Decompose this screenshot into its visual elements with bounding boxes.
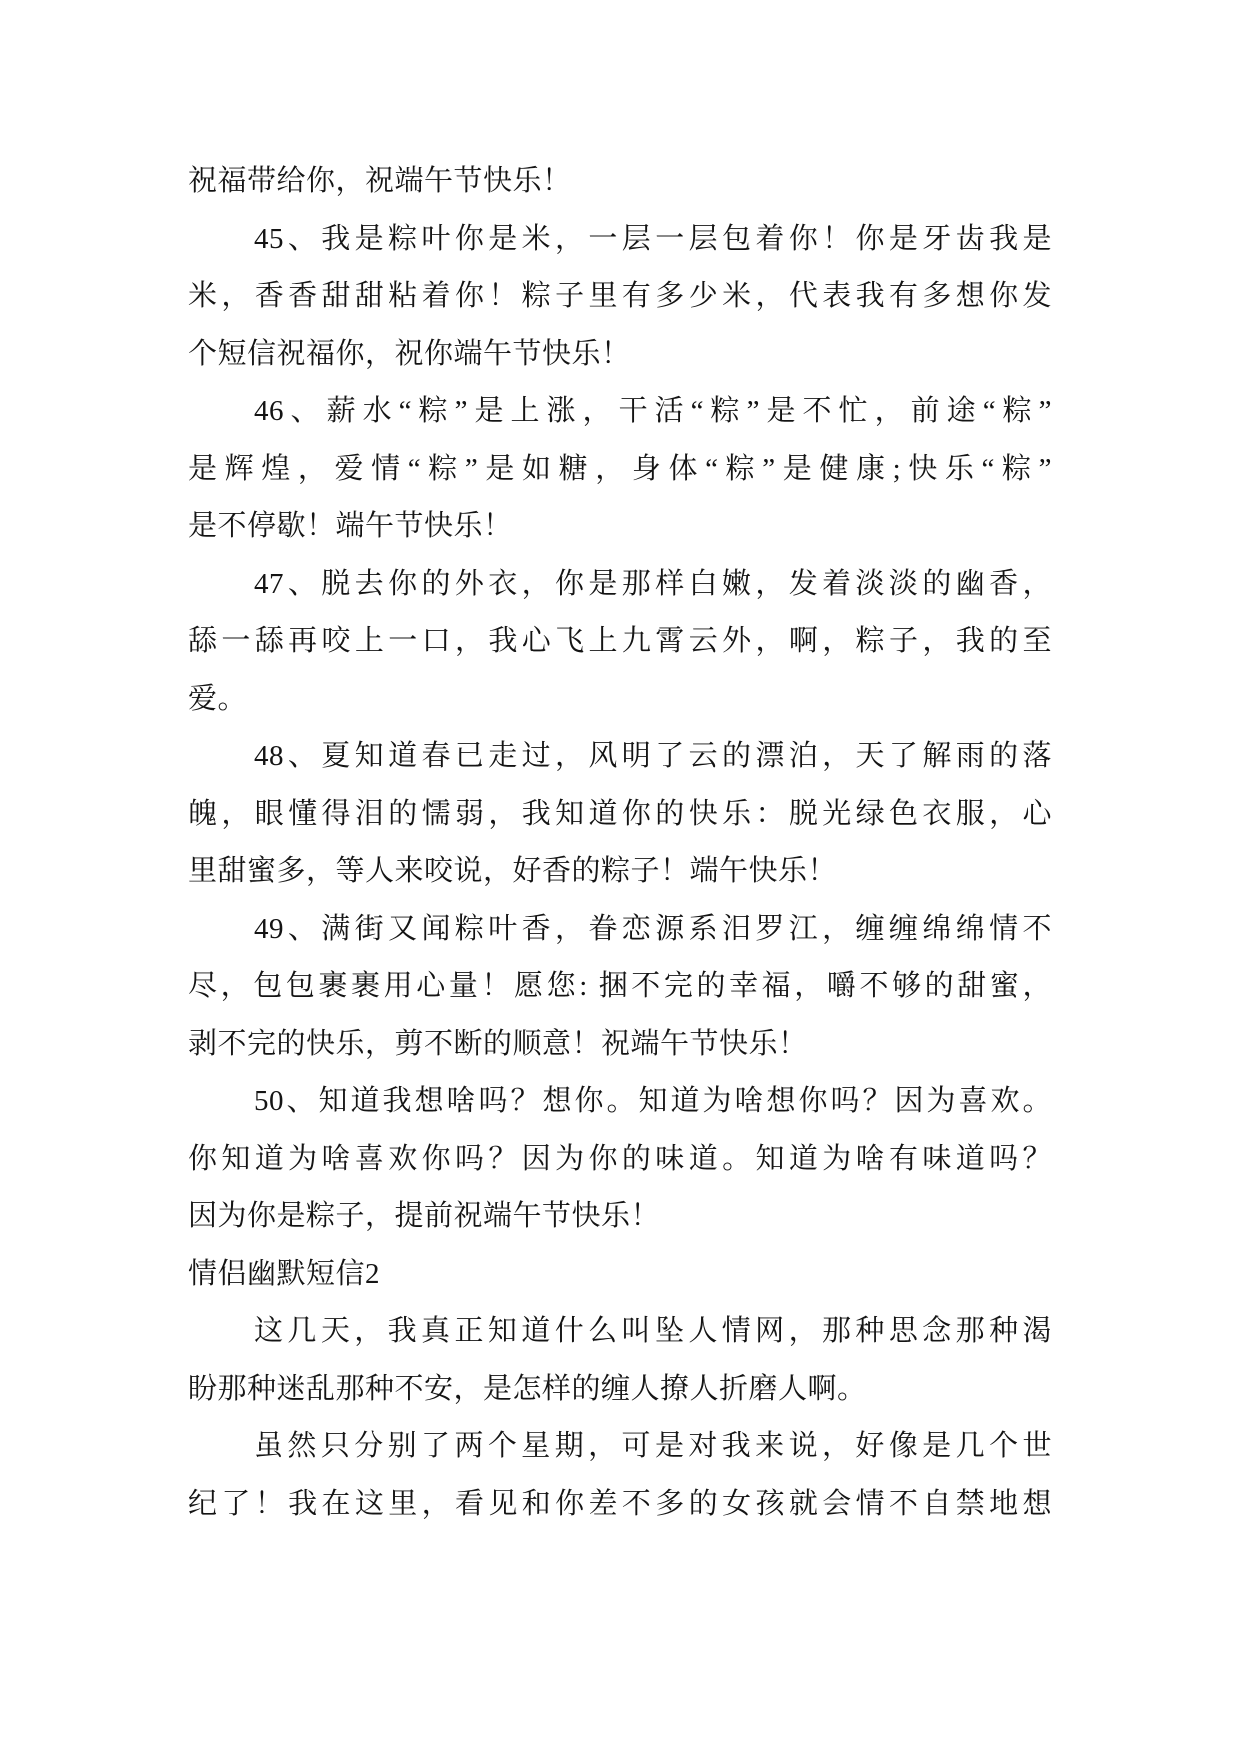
paragraph <box>188 1418 1052 1533</box>
text-line: 个短信祝福你，祝你端午节快乐！ <box>188 337 631 370</box>
text-line: 米，香香甜甜粘着你！粽子里有多少米，代表我有多想你发 <box>188 280 1052 312</box>
paragraph <box>188 1303 1052 1418</box>
text-line: 舔一舔再咬上一口，我心飞上九霄云外，啊，粽子，我的至 <box>188 625 1052 657</box>
text-line: 纪了！我在这里，看见和你差不多的女孩就会情不自禁地想 <box>188 1487 1052 1520</box>
text-line: 47、脱去你的外衣，你是那样白嫩，发着淡淡的幽香， <box>254 567 1052 600</box>
text-line: 虽然只分别了两个星期，可是对我来说，好像是几个世 <box>254 1430 1052 1462</box>
text-line: 祝福带给你，祝端午节快乐！ <box>188 165 572 197</box>
document-body <box>188 153 1052 1533</box>
list-item-47 <box>188 556 1052 729</box>
list-item-50 <box>188 1073 1052 1246</box>
text-line: 45、我是粽叶你是米，一层一层包着你！你是牙齿我是 <box>254 222 1052 255</box>
continued-paragraph <box>188 153 1052 211</box>
text-line: 48、夏知道春已走过，风明了云的漂泊，天了解雨的落 <box>254 740 1052 772</box>
text-line: 是不停歇！端午节快乐！ <box>188 510 513 542</box>
section-heading: 情侣幽默短信2 <box>188 1257 381 1290</box>
list-item-45 <box>188 211 1052 384</box>
text-line: 剥不完的快乐，剪不断的顺意！祝端午节快乐！ <box>188 1027 808 1060</box>
text-line: 是辉煌，爱情“粽”是如糖，身体“粽”是健康;快乐“粽” <box>188 452 1052 485</box>
list-item-46 <box>188 383 1052 556</box>
text-line: 盼那种迷乱那种不安，是怎样的缠人撩人折磨人啊。 <box>188 1372 867 1405</box>
text-line: 爱。 <box>188 682 248 715</box>
text-line: 你知道为啥喜欢你吗？因为你的味道。知道为啥有味道吗？ <box>188 1142 1052 1175</box>
text-line: 49、满街又闻粽叶香，眷恋源系汨罗江，缠缠绵绵情不 <box>254 912 1052 945</box>
text-line: 这几天，我真正知道什么叫坠人情网，那种思念那种渴 <box>254 1315 1052 1347</box>
text-line: 里甜蜜多，等人来咬说，好香的粽子！端午快乐！ <box>188 855 838 887</box>
text-line: 魄，眼懂得泪的懦弱，我知道你的快乐：脱光绿色衣服，心 <box>188 797 1052 830</box>
text-line: 尽，包包裹裹用心量！愿您: 捆不完的幸福，嚼不够的甜蜜， <box>188 970 1052 1002</box>
text-line: 46、薪水“粽”是上涨，干活“粽”是不忙，前途“粽” <box>254 395 1052 427</box>
list-item-48 <box>188 728 1052 901</box>
list-item-49 <box>188 901 1052 1074</box>
text-line: 50、知道我想啥吗？想你。知道为啥想你吗？因为喜欢。 <box>254 1085 1052 1117</box>
text-line: 因为你是粽子，提前祝端午节快乐！ <box>188 1200 661 1232</box>
